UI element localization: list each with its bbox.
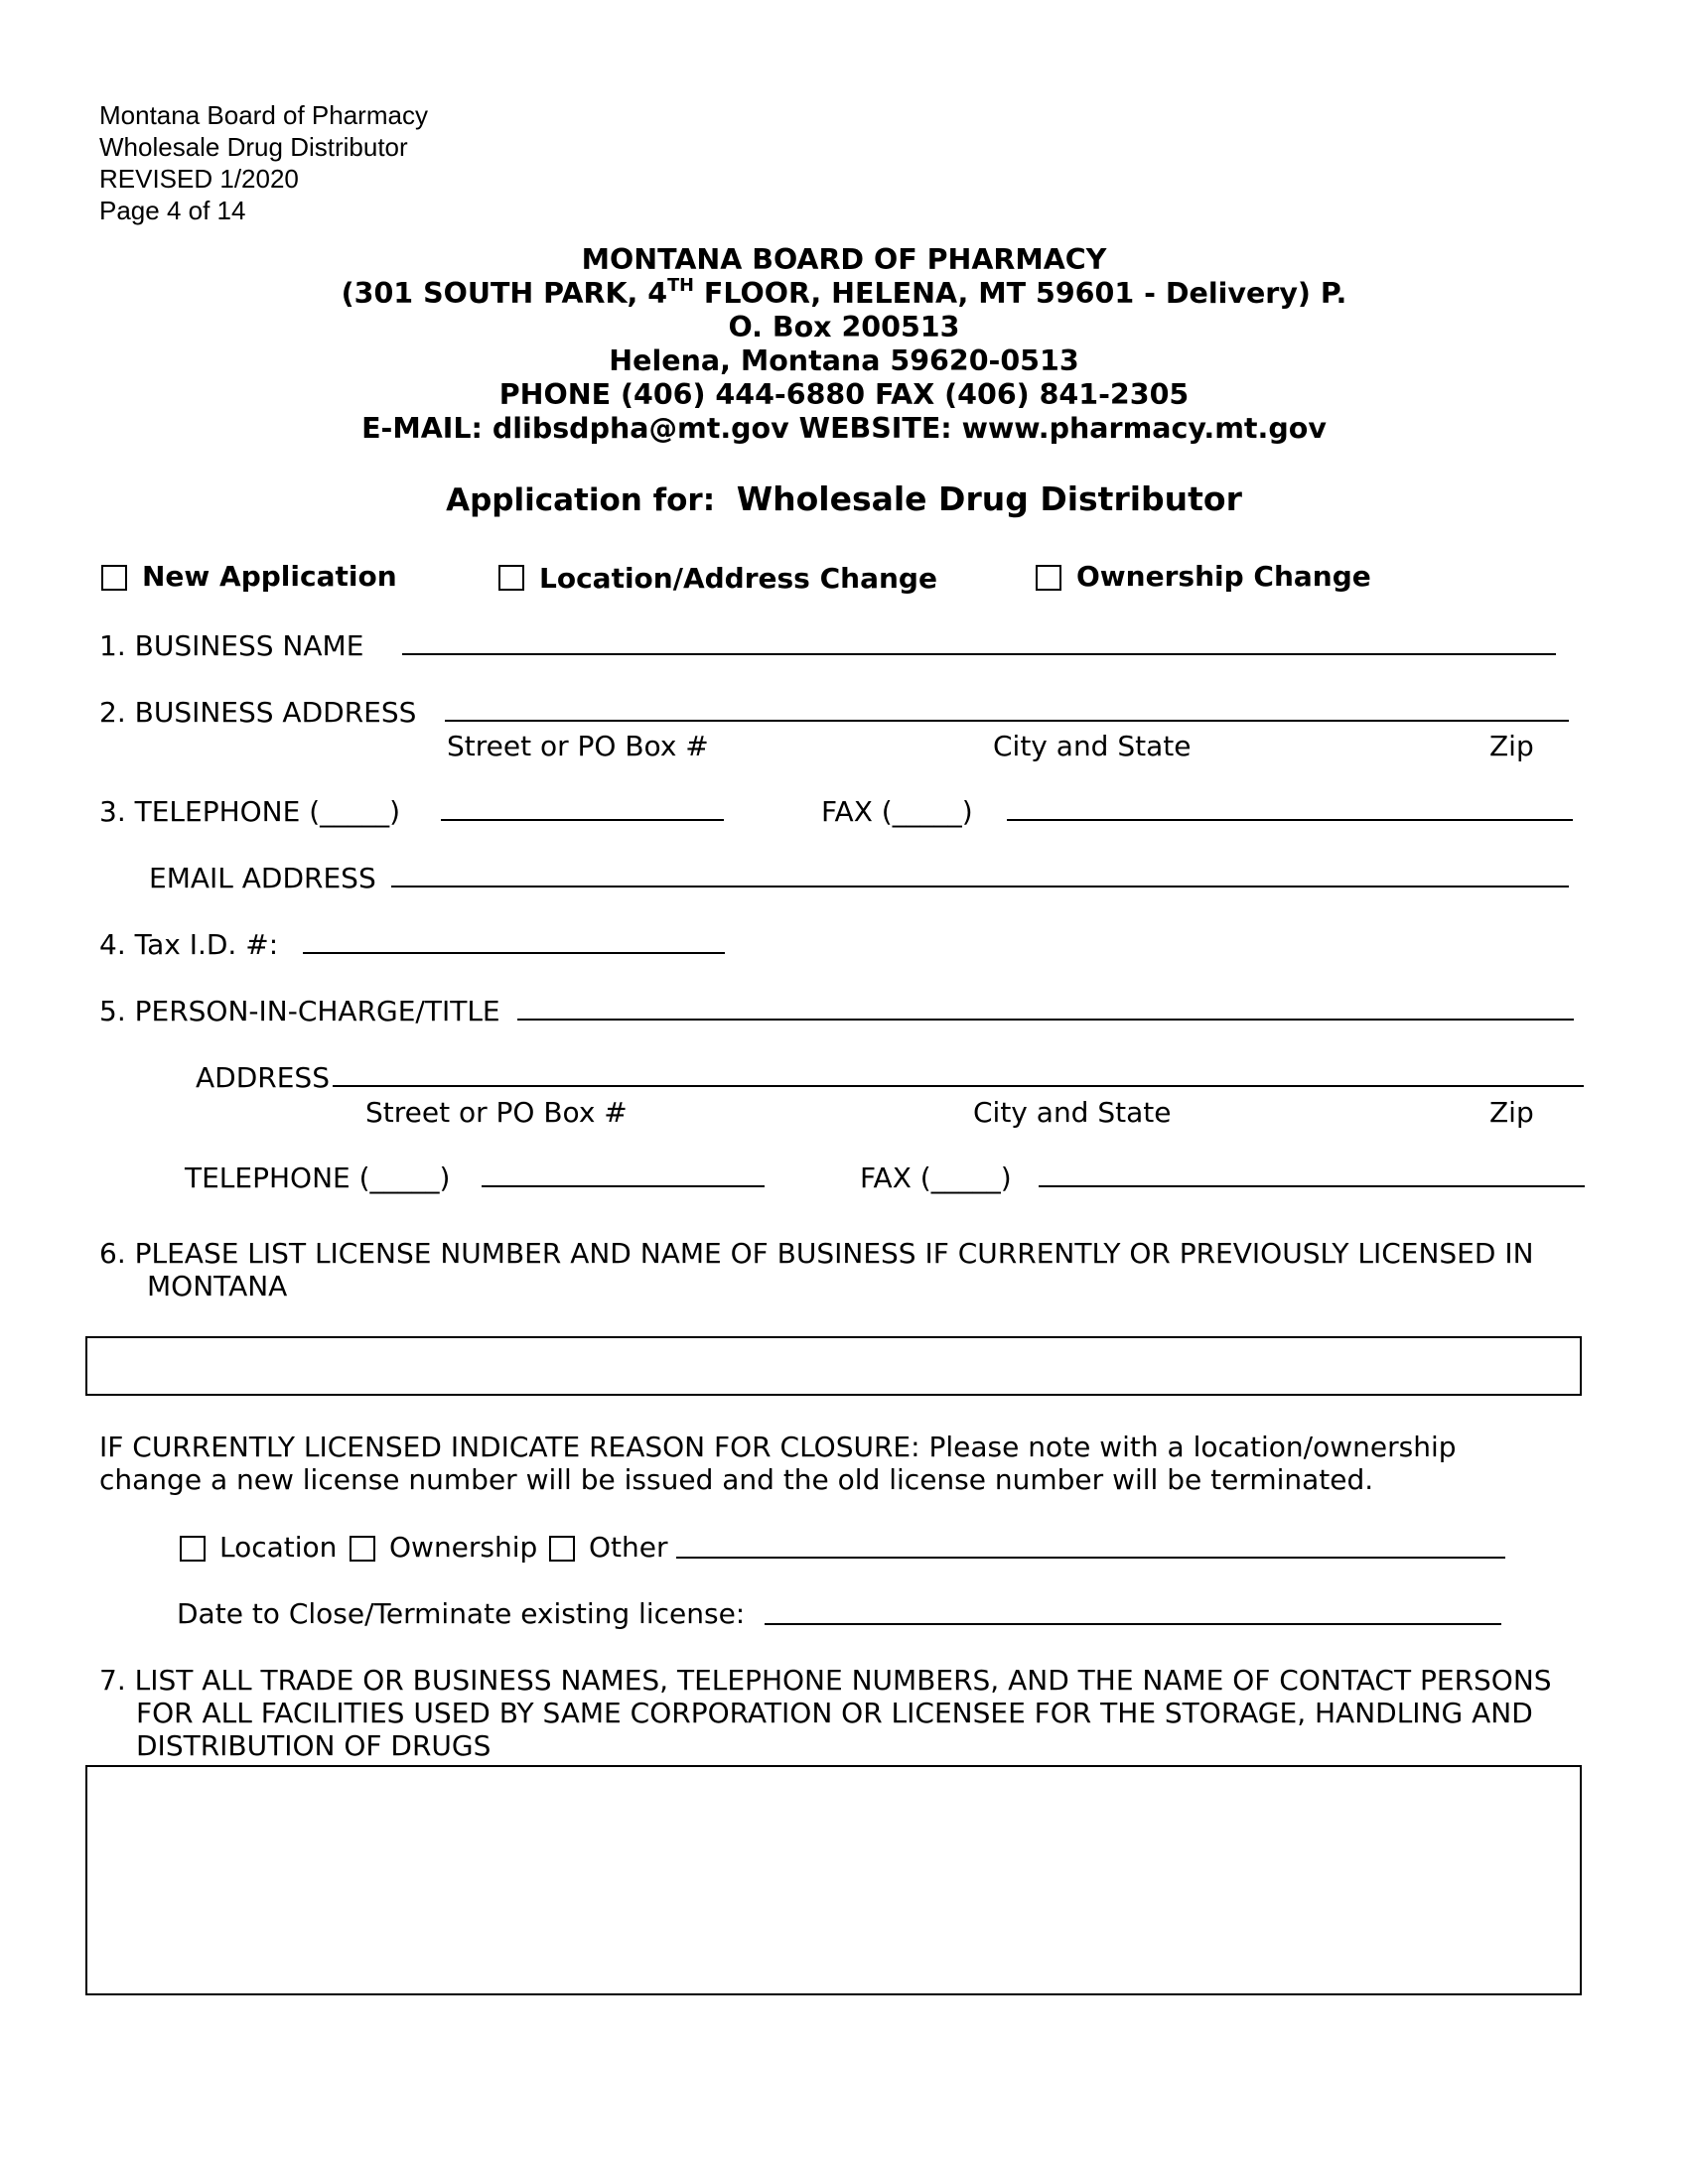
section7-line3: DISTRIBUTION OF DRUGS bbox=[136, 1729, 492, 1762]
facilities-info-box[interactable] bbox=[85, 1765, 1582, 1995]
close-date-label: Date to Close/Terminate existing license: bbox=[177, 1597, 746, 1630]
pic-fax-label: FAX (_____) bbox=[860, 1161, 1012, 1194]
closure-ownership-label: Ownership bbox=[389, 1531, 538, 1564]
ownership-change-checkbox[interactable] bbox=[1036, 565, 1061, 591]
application-title bbox=[0, 480, 1688, 519]
doc-header-page: Page 4 of 14 bbox=[99, 196, 246, 225]
telephone-label: 3. TELEPHONE (_____) bbox=[99, 795, 401, 828]
closure-other-checkbox[interactable] bbox=[549, 1536, 575, 1562]
business-address-label: 2. BUSINESS ADDRESS bbox=[99, 696, 417, 729]
section7-line1: 7. LIST ALL TRADE OR BUSINESS NAMES, TELEPHONE NUMBERS, AND THE NAME OF CONTACT PERSONS bbox=[99, 1664, 1552, 1697]
section6-line2: MONTANA bbox=[147, 1270, 288, 1302]
closure-other-field[interactable] bbox=[676, 1557, 1505, 1559]
tax-id-field[interactable] bbox=[303, 952, 725, 954]
agency-name: MONTANA BOARD OF PHARMACY bbox=[581, 243, 1107, 276]
pic-address-label: ADDRESS bbox=[196, 1061, 330, 1094]
doc-header-revised: REVISED 1/2020 bbox=[99, 164, 299, 194]
pic-address-city-hint: City and State bbox=[973, 1096, 1172, 1129]
closure-ownership-checkbox[interactable] bbox=[350, 1536, 375, 1562]
business-address-city-hint: City and State bbox=[993, 730, 1192, 762]
pic-fax-field[interactable] bbox=[1039, 1185, 1585, 1187]
agency-delivery-address: (301 SOUTH PARK, 4TH FLOOR, HELENA, MT 59601 - Delivery) P. bbox=[341, 275, 1347, 310]
telephone-field[interactable] bbox=[441, 819, 724, 821]
ownership-change-label: Ownership Change bbox=[1076, 560, 1371, 593]
business-name-field[interactable] bbox=[402, 653, 1556, 655]
fax-field[interactable] bbox=[1007, 819, 1573, 821]
person-in-charge-label: 5. PERSON-IN-CHARGE/TITLE bbox=[99, 995, 500, 1027]
pic-address-zip-hint: Zip bbox=[1489, 1096, 1534, 1129]
pic-telephone-label: TELEPHONE (_____) bbox=[185, 1161, 451, 1194]
doc-header-board: Montana Board of Pharmacy bbox=[99, 100, 428, 130]
pic-telephone-field[interactable] bbox=[482, 1185, 765, 1187]
location-change-label: Location/Address Change bbox=[539, 562, 937, 595]
pic-address-street-hint: Street or PO Box # bbox=[365, 1096, 628, 1129]
business-address-field[interactable] bbox=[445, 720, 1569, 722]
application-type: Wholesale Drug Distributor bbox=[736, 479, 1242, 518]
agency-po-box: O. Box 200513 bbox=[728, 311, 960, 343]
closure-location-label: Location bbox=[219, 1531, 338, 1564]
agency-email-website: E-MAIL: dlibsdpha@mt.gov WEBSITE: www.pharmacy.mt.gov bbox=[361, 412, 1327, 445]
business-name-label: 1. BUSINESS NAME bbox=[99, 629, 364, 662]
new-application-checkbox[interactable] bbox=[101, 565, 127, 591]
section6-line1: 6. PLEASE LIST LICENSE NUMBER AND NAME OF BUSINESS IF CURRENTLY OR PREVIOUSLY LICENSED IN bbox=[99, 1237, 1534, 1270]
closure-other-label: Other bbox=[589, 1531, 668, 1564]
email-label: EMAIL ADDRESS bbox=[149, 862, 376, 894]
agency-phone-fax: PHONE (406) 444-6880 FAX (406) 841-2305 bbox=[498, 378, 1190, 411]
tax-id-label: 4. Tax I.D. #: bbox=[99, 928, 279, 961]
email-field[interactable] bbox=[391, 886, 1569, 887]
license-info-box[interactable] bbox=[85, 1336, 1582, 1396]
closure-line1: IF CURRENTLY LICENSED INDICATE REASON FOR CLOSURE: Please note with a location/ownership bbox=[99, 1431, 1457, 1463]
person-in-charge-field[interactable] bbox=[517, 1019, 1574, 1021]
closure-line2: change a new license number will be issued and the old license number will be terminated. bbox=[99, 1463, 1374, 1496]
application-prefix: Application for: bbox=[446, 482, 716, 518]
doc-header-form-name: Wholesale Drug Distributor bbox=[99, 132, 408, 162]
fax-label: FAX (_____) bbox=[821, 795, 973, 828]
pic-address-field[interactable] bbox=[333, 1085, 1584, 1087]
business-address-street-hint: Street or PO Box # bbox=[447, 730, 709, 762]
business-address-zip-hint: Zip bbox=[1489, 730, 1534, 762]
closure-location-checkbox[interactable] bbox=[180, 1536, 206, 1562]
agency-city: Helena, Montana 59620-0513 bbox=[609, 344, 1079, 377]
new-application-label: New Application bbox=[142, 560, 397, 593]
location-change-checkbox[interactable] bbox=[498, 565, 524, 591]
close-date-field[interactable] bbox=[765, 1623, 1501, 1625]
section7-line2: FOR ALL FACILITIES USED BY SAME CORPORATION OR LICENSEE FOR THE STORAGE, HANDLING AND bbox=[136, 1697, 1533, 1729]
